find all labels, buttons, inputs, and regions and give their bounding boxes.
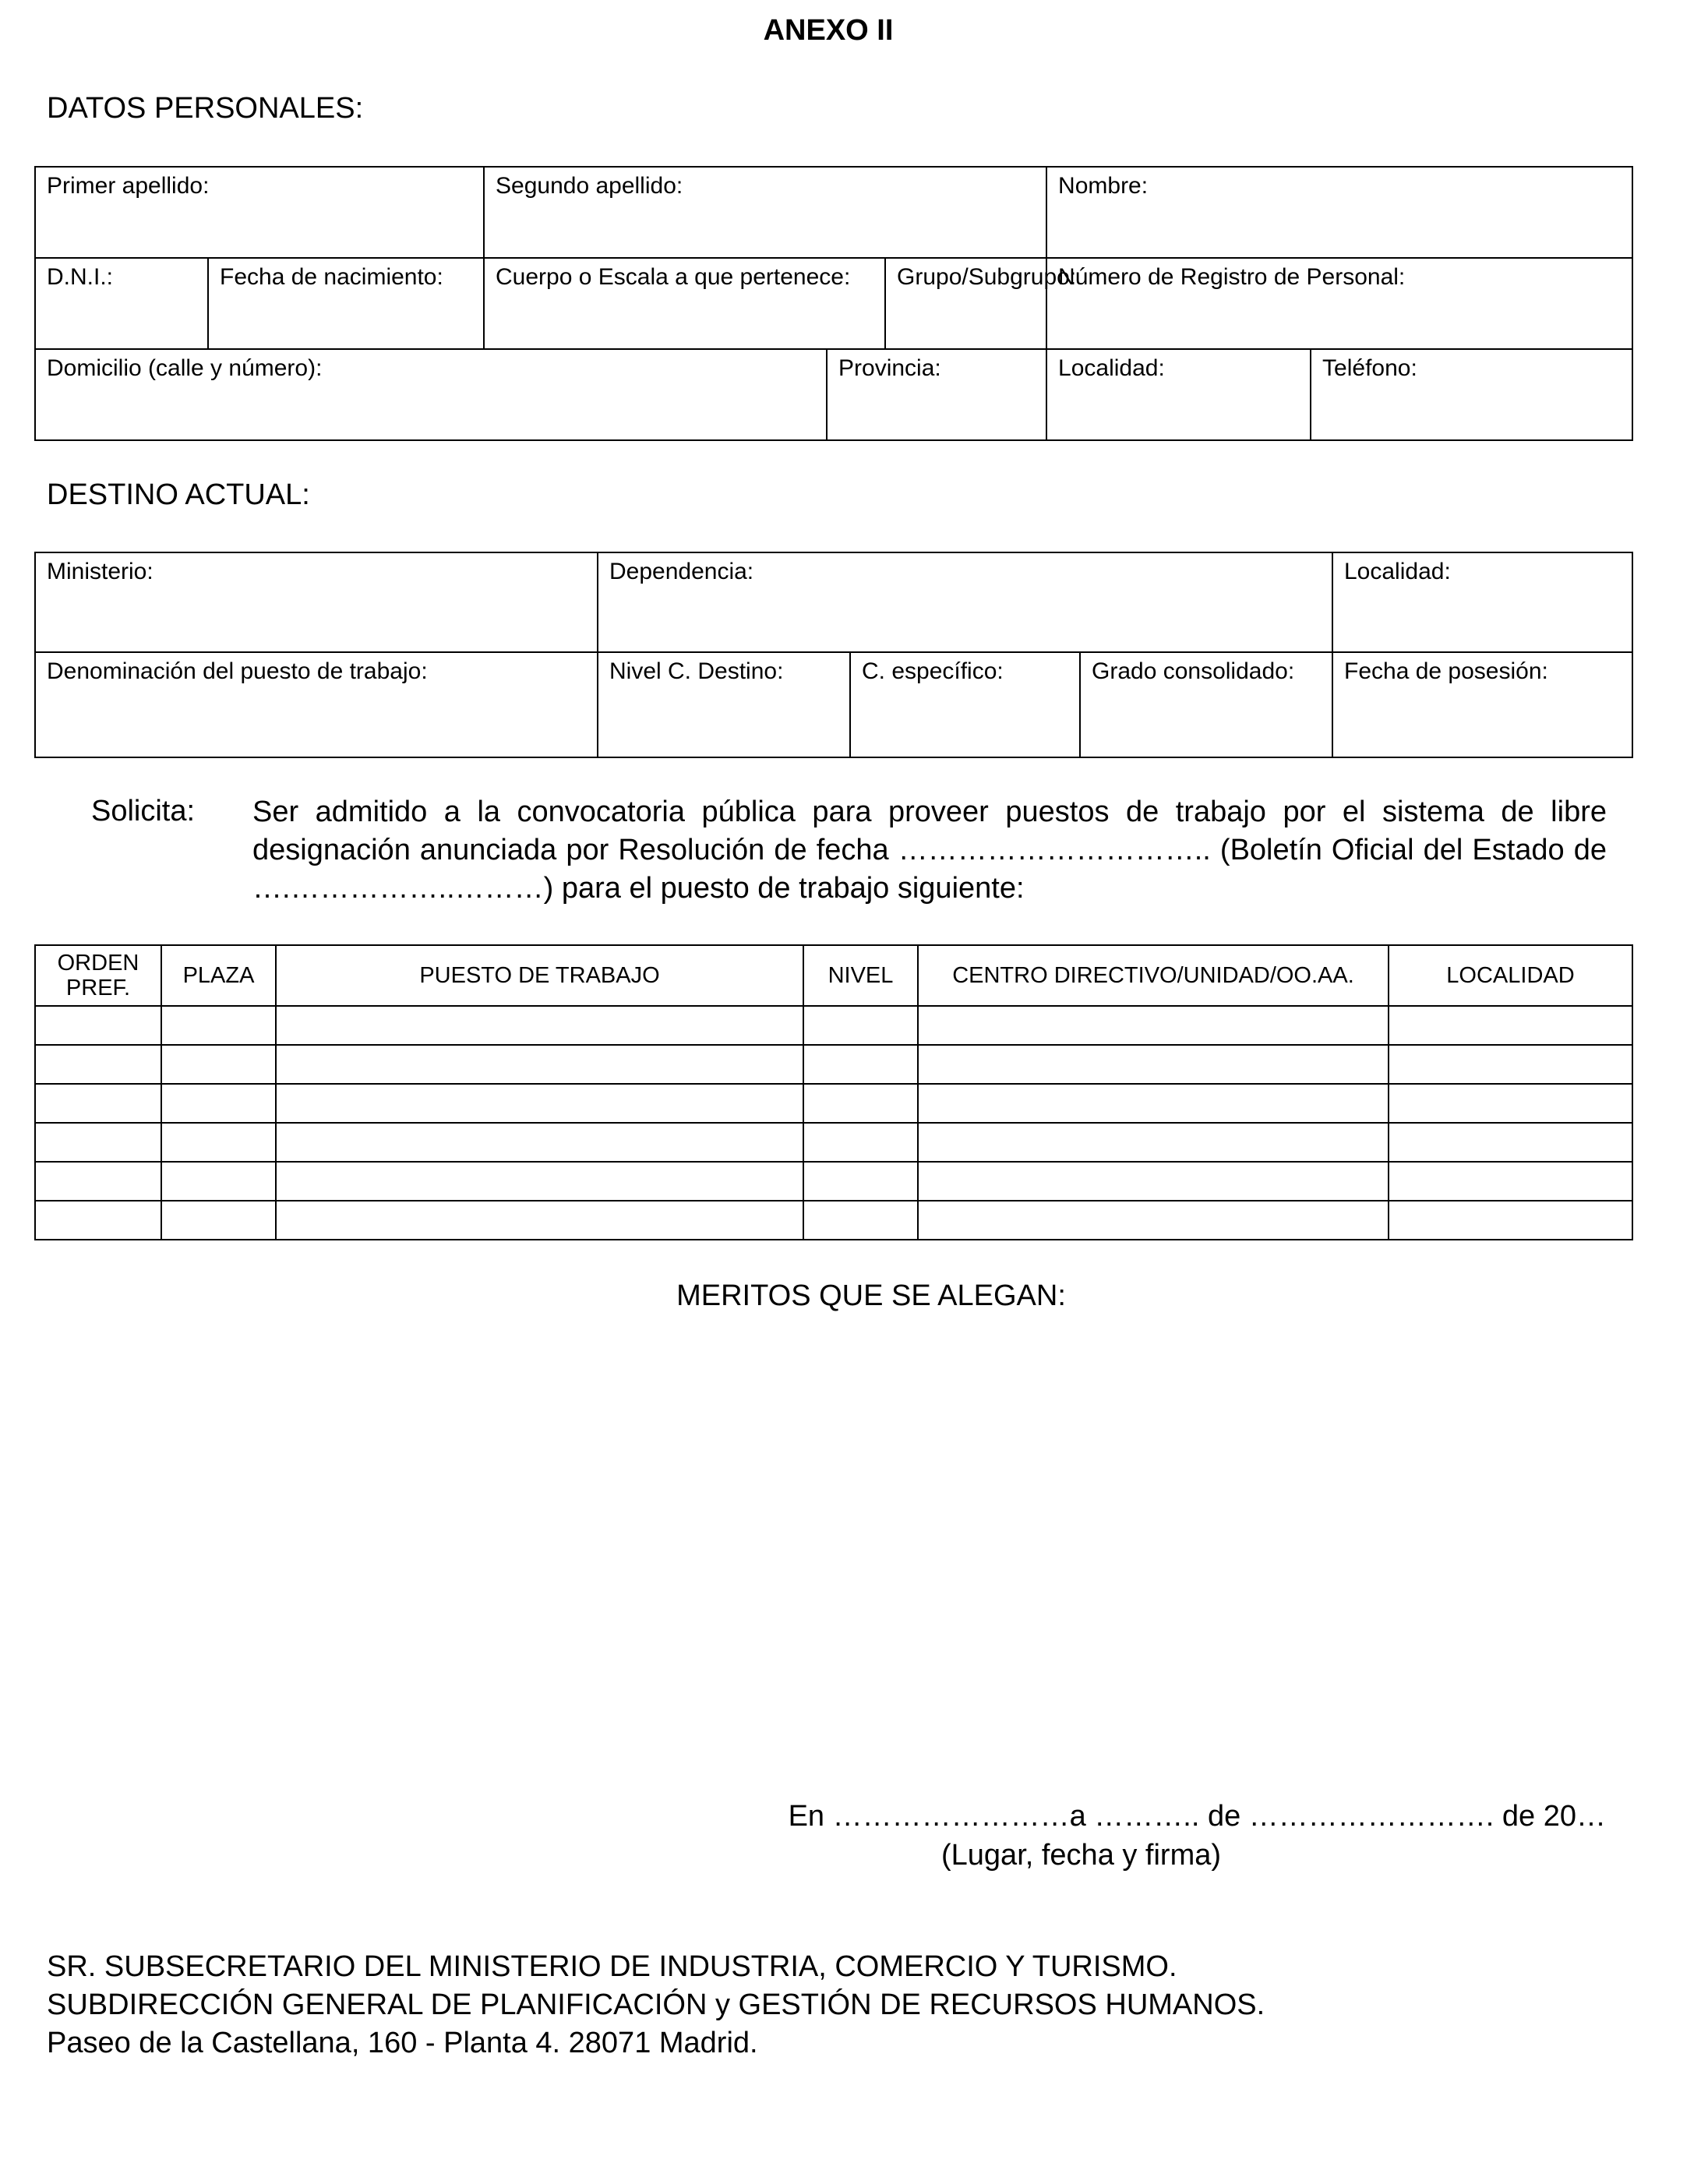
signature-place-line: En ……………………a ……….. de ……………………. de 20… xyxy=(788,1800,1606,1833)
table-cell[interactable] xyxy=(803,1162,918,1201)
table-row xyxy=(35,1084,1632,1123)
col-nivel: NIVEL xyxy=(803,945,918,1006)
table-cell[interactable] xyxy=(161,1162,276,1201)
table-cell[interactable] xyxy=(35,1006,161,1045)
table-cell[interactable] xyxy=(35,1045,161,1084)
table-cell[interactable] xyxy=(918,1084,1389,1123)
request-text: Ser admitido a la convocatoria pública para proveer puestos de trabajo por el sistema de libre designación anunciada por Resolución de fecha ………………………….. (Boletín Oficial del Estado de ….……………..………) para el puesto de trabajo siguiente: xyxy=(252,796,1607,905)
col-localidad: LOCALIDAD xyxy=(1389,945,1632,1006)
grupo-subgrupo-field[interactable]: Grupo/Subgrupo: xyxy=(885,258,1046,349)
table-cell[interactable] xyxy=(161,1006,276,1045)
personal-data-heading: DATOS PERSONALES: xyxy=(47,92,364,125)
dni-field[interactable]: D.N.I.: xyxy=(35,258,208,349)
nombre-field[interactable]: Nombre: xyxy=(1046,167,1632,258)
table-cell[interactable] xyxy=(803,1006,918,1045)
table-cell[interactable] xyxy=(918,1123,1389,1162)
table-cell[interactable] xyxy=(161,1123,276,1162)
table-cell[interactable] xyxy=(803,1084,918,1123)
table-cell[interactable] xyxy=(803,1201,918,1240)
footer-line-2: SUBDIRECCIÓN GENERAL DE PLANIFICACIÓN y GESTIÓN DE RECURSOS HUMANOS. xyxy=(47,1988,1265,2021)
footer-line-1: SR. SUBSECRETARIO DEL MINISTERIO DE INDUSTRIA, COMERCIO Y TURISMO. xyxy=(47,1950,1177,1983)
table-cell[interactable] xyxy=(1389,1123,1632,1162)
table-cell[interactable] xyxy=(918,1006,1389,1045)
primer-apellido-field[interactable]: Primer apellido: xyxy=(35,167,484,258)
table-cell[interactable] xyxy=(918,1162,1389,1201)
domicilio-field[interactable]: Domicilio (calle y número): xyxy=(35,349,827,440)
nivel-destino-field[interactable]: Nivel C. Destino: xyxy=(598,652,850,757)
col-centro-directivo: CENTRO DIRECTIVO/UNIDAD/OO.AA. xyxy=(918,945,1389,1006)
table-cell[interactable] xyxy=(1389,1084,1632,1123)
jobs-table xyxy=(34,944,1633,1240)
table-cell[interactable] xyxy=(161,1045,276,1084)
jobs-header-row xyxy=(35,945,1632,1006)
personal-row-2 xyxy=(35,258,1632,349)
col-orden-pref: ORDEN PREF. xyxy=(35,945,161,1006)
complemento-especifico-field[interactable]: C. específico: xyxy=(850,652,1080,757)
table-cell[interactable] xyxy=(35,1201,161,1240)
table-row xyxy=(35,1006,1632,1045)
current-post-heading: DESTINO ACTUAL: xyxy=(47,478,310,511)
table-cell[interactable] xyxy=(35,1162,161,1201)
page-title: ANEXO II xyxy=(763,14,894,47)
jobs-table-body xyxy=(35,1006,1632,1240)
provincia-field[interactable]: Provincia: xyxy=(827,349,1046,440)
table-row xyxy=(35,1162,1632,1201)
registro-personal-field[interactable]: Número de Registro de Personal: xyxy=(1046,258,1632,349)
current-post-row-1 xyxy=(35,552,1632,652)
table-cell[interactable] xyxy=(276,1045,803,1084)
table-cell[interactable] xyxy=(276,1162,803,1201)
table-cell[interactable] xyxy=(161,1201,276,1240)
personal-data-table xyxy=(34,166,1633,441)
personal-row-3 xyxy=(35,349,1632,440)
table-cell[interactable] xyxy=(35,1123,161,1162)
personal-row-1 xyxy=(35,167,1632,258)
footer-line-3: Paseo de la Castellana, 160 - Planta 4. 28071 Madrid. xyxy=(47,2027,758,2059)
segundo-apellido-field[interactable]: Segundo apellido: xyxy=(484,167,1046,258)
fecha-nacimiento-field[interactable]: Fecha de nacimiento: xyxy=(208,258,484,349)
fecha-posesion-field[interactable]: Fecha de posesión: xyxy=(1332,652,1632,757)
table-cell[interactable] xyxy=(1389,1162,1632,1201)
request-label: Solicita: xyxy=(91,795,196,827)
destino-localidad-field[interactable]: Localidad: xyxy=(1332,552,1632,652)
ministerio-field[interactable]: Ministerio: xyxy=(35,552,598,652)
table-row xyxy=(35,1201,1632,1240)
table-row xyxy=(35,1123,1632,1162)
table-cell[interactable] xyxy=(35,1084,161,1123)
table-cell[interactable] xyxy=(161,1084,276,1123)
table-cell[interactable] xyxy=(918,1045,1389,1084)
col-puesto-trabajo: PUESTO DE TRABAJO xyxy=(276,945,803,1006)
localidad-field[interactable]: Localidad: xyxy=(1046,349,1311,440)
footer-address xyxy=(47,1948,1265,2062)
current-post-table xyxy=(34,552,1633,758)
merits-heading: MERITOS QUE SE ALEGAN: xyxy=(676,1279,1066,1312)
grado-consolidado-field[interactable]: Grado consolidado: xyxy=(1080,652,1332,757)
table-cell[interactable] xyxy=(276,1123,803,1162)
merits-area[interactable] xyxy=(34,1332,1632,1769)
table-cell[interactable] xyxy=(276,1006,803,1045)
table-cell[interactable] xyxy=(1389,1006,1632,1045)
table-cell[interactable] xyxy=(1389,1045,1632,1084)
table-cell[interactable] xyxy=(1389,1201,1632,1240)
cuerpo-escala-field[interactable]: Cuerpo o Escala a que pertenece: xyxy=(484,258,885,349)
telefono-field[interactable]: Teléfono: xyxy=(1311,349,1632,440)
signature-caption: (Lugar, fecha y firma) xyxy=(941,1839,1222,1872)
table-cell[interactable] xyxy=(276,1201,803,1240)
col-plaza: PLAZA xyxy=(161,945,276,1006)
table-cell[interactable] xyxy=(276,1084,803,1123)
table-cell[interactable] xyxy=(918,1201,1389,1240)
table-cell[interactable] xyxy=(803,1123,918,1162)
table-row xyxy=(35,1045,1632,1084)
table-cell[interactable] xyxy=(803,1045,918,1084)
denominacion-puesto-field[interactable]: Denominación del puesto de trabajo: xyxy=(35,652,598,757)
current-post-row-2 xyxy=(35,652,1632,757)
dependencia-field[interactable]: Dependencia: xyxy=(598,552,1332,652)
